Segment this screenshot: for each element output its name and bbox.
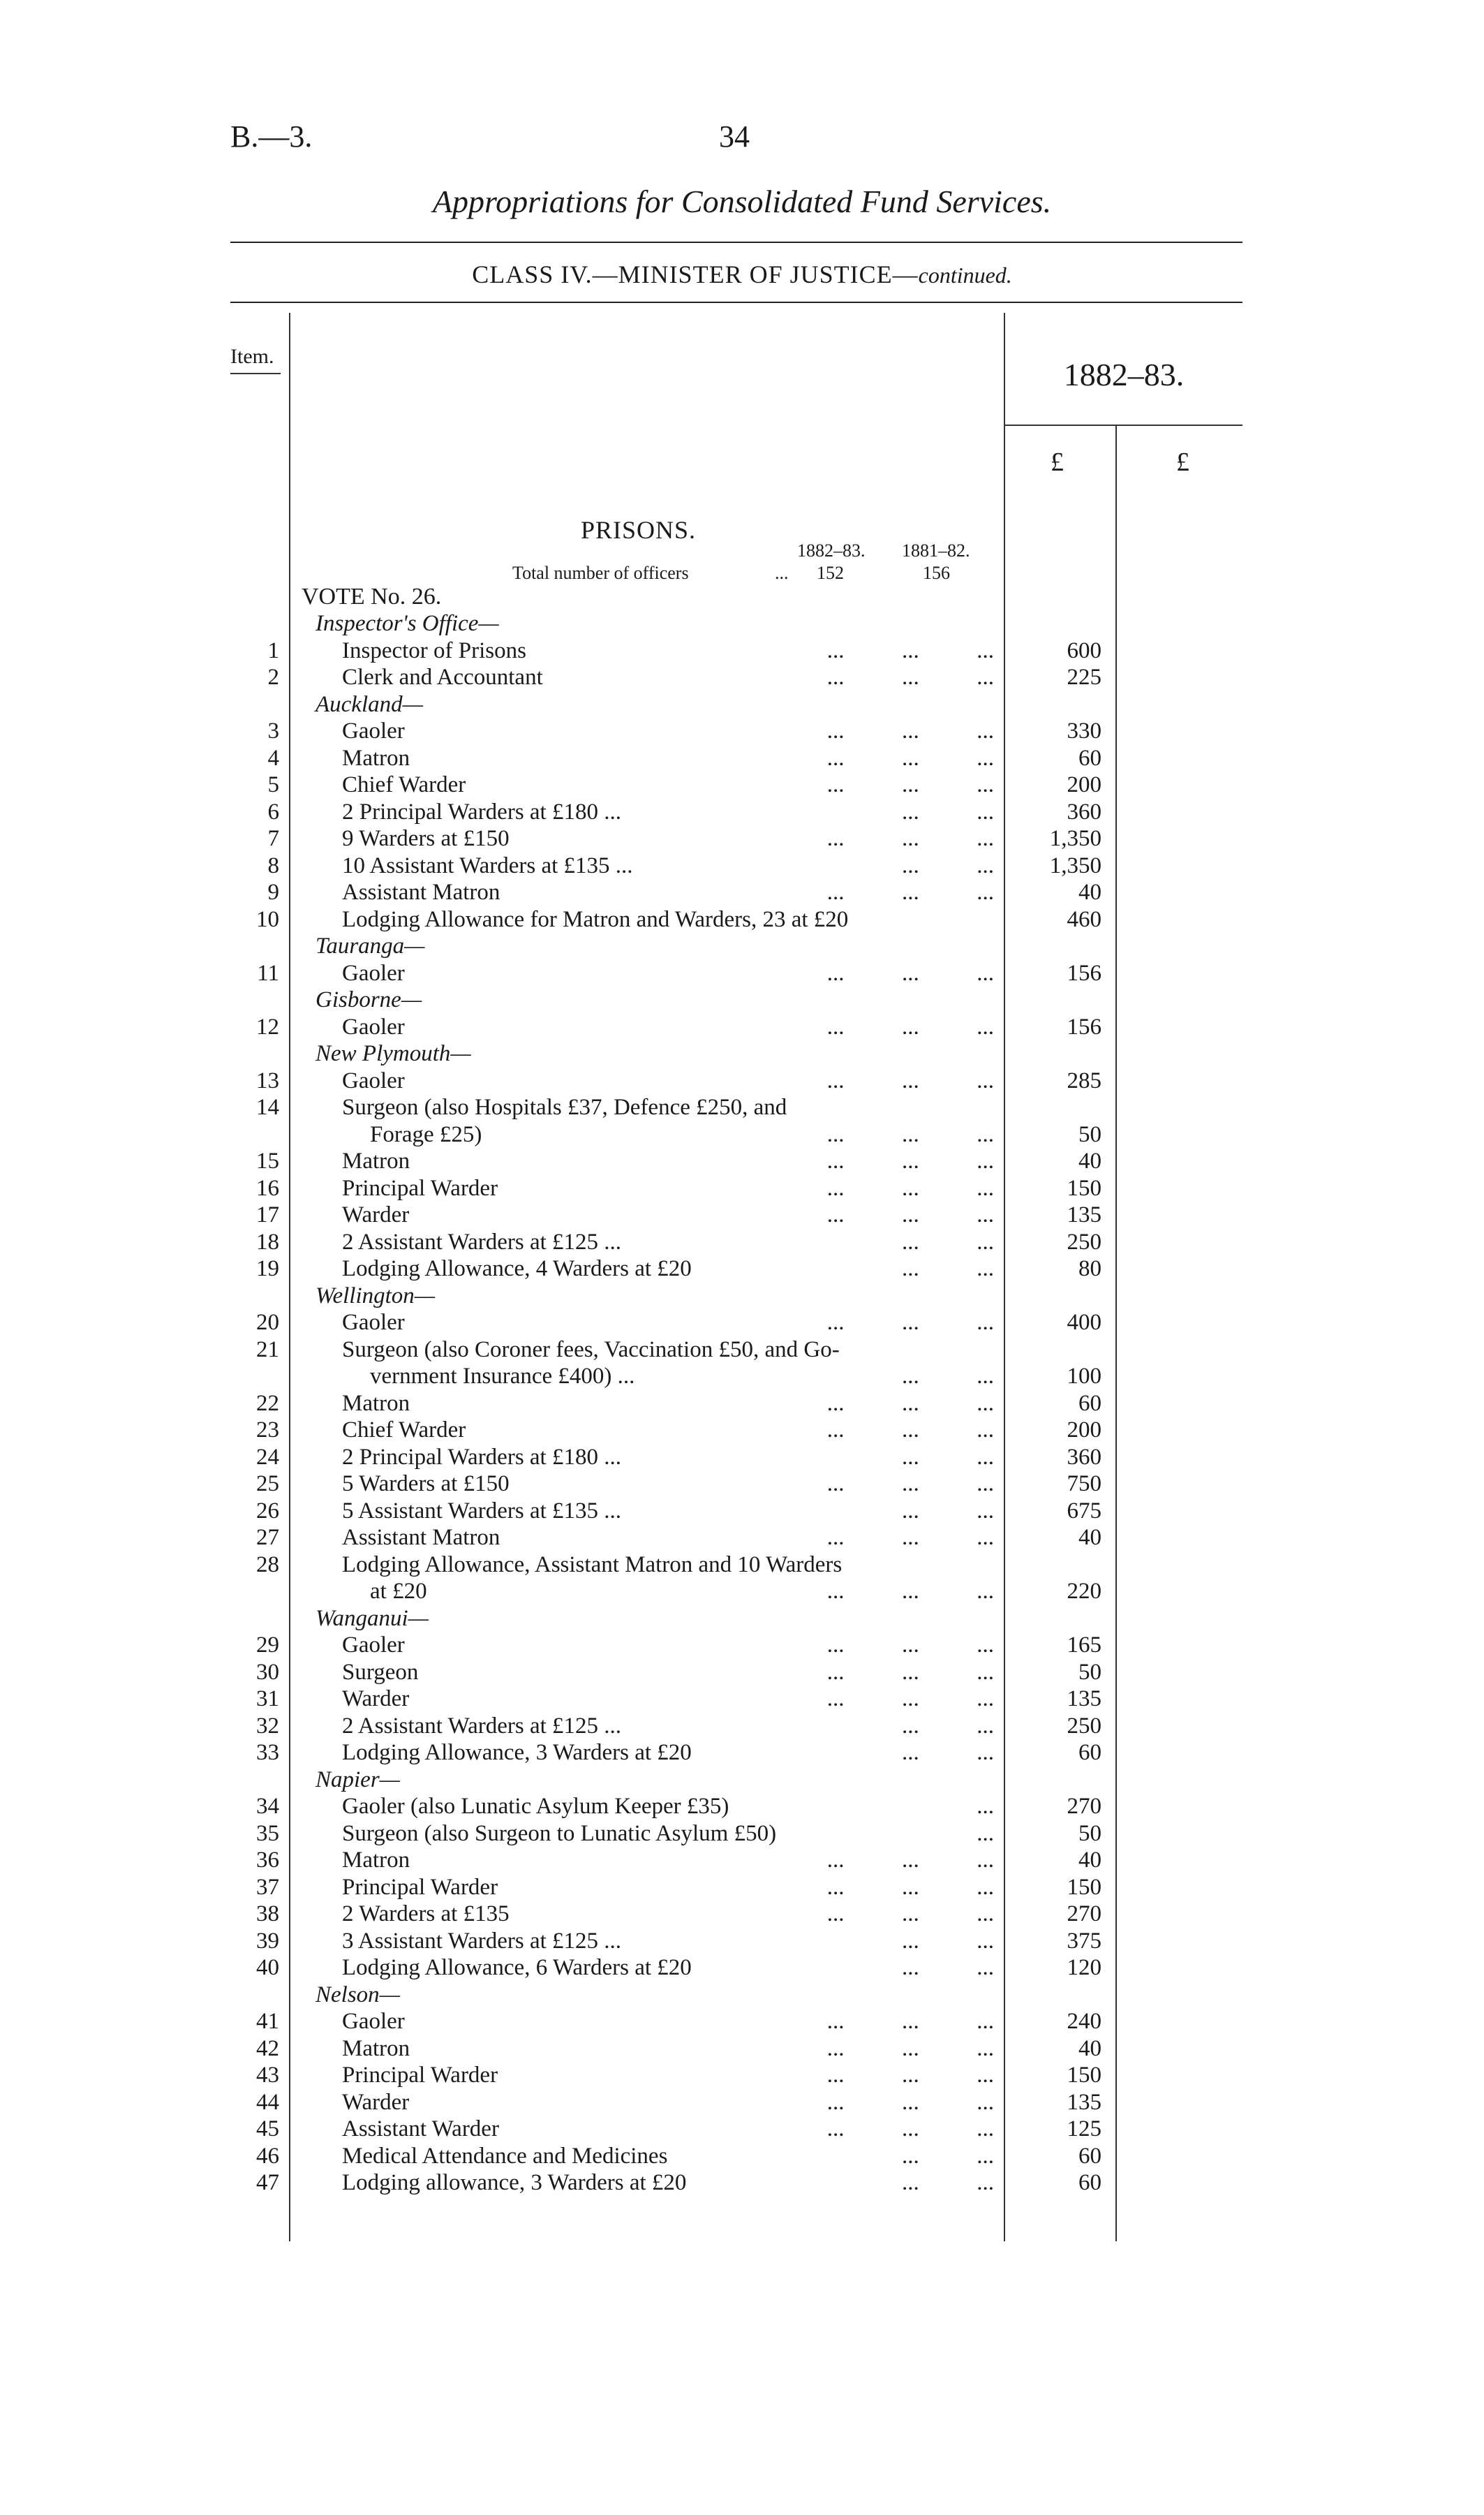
item-amount: 600 — [1067, 637, 1101, 663]
leader-dots: ... ... ... — [826, 745, 994, 771]
item-amount: 360 — [1067, 1444, 1101, 1470]
item-number: 15 — [256, 1149, 279, 1174]
item-amount: 50 — [1078, 1820, 1101, 1846]
leader-dots: ... ... ... — [826, 2116, 994, 2141]
item-description: vernment Insurance £400) ... — [370, 1364, 635, 1389]
table-row — [0, 1068, 1484, 1094]
table-row — [0, 1498, 1484, 1524]
item-number: 6 — [267, 799, 279, 825]
table-row — [0, 1014, 1484, 1040]
item-amount: 400 — [1067, 1310, 1101, 1335]
table-row — [0, 1820, 1484, 1847]
item-description: Lodging allowance, 3 Warders at £20 — [342, 2170, 687, 2195]
leader-dots: ... ... — [902, 1740, 994, 1765]
section-heading-row — [0, 1982, 1484, 2008]
table-row — [0, 1175, 1484, 1202]
table-row — [0, 2116, 1484, 2142]
item-amount: 250 — [1067, 1713, 1101, 1739]
item-amount: 150 — [1067, 2063, 1101, 2088]
item-amount: 330 — [1067, 718, 1101, 744]
item-amount: 120 — [1067, 1955, 1101, 1980]
leader-dots: ... ... — [902, 1444, 994, 1470]
item-number: 2 — [267, 665, 279, 690]
item-amount: 156 — [1067, 960, 1101, 986]
leader-dots: ... ... — [902, 1928, 994, 1954]
item-description: Surgeon — [342, 1659, 419, 1685]
item-header-underline — [230, 373, 281, 374]
table-row — [0, 1229, 1484, 1255]
leader-dots: ... ... ... — [826, 1014, 994, 1040]
item-description: 3 Assistant Warders at £125 ... — [342, 1928, 622, 1954]
item-amount: 80 — [1078, 1256, 1101, 1281]
table-row — [0, 853, 1484, 879]
leader-dots: ... ... ... — [826, 1202, 994, 1227]
item-number: 4 — [267, 745, 279, 771]
section-heading: Inspector's Office— — [316, 611, 499, 636]
leader-dots: ... ... ... — [826, 1175, 994, 1201]
item-description: 2 Principal Warders at £180 ... — [342, 799, 621, 825]
leader-dots: ... ... ... — [826, 637, 994, 663]
leader-dots: ... ... — [902, 2170, 994, 2195]
table-row — [0, 745, 1484, 772]
leader-dots: ... ... — [902, 1955, 994, 1980]
item-amount: 135 — [1067, 1202, 1101, 1227]
item-amount: 270 — [1067, 1901, 1101, 1926]
item-amount: 1,350 — [1049, 853, 1101, 878]
item-number: 37 — [256, 1874, 279, 1900]
table-row — [0, 960, 1484, 987]
vote-number: VOTE No. 26. — [302, 584, 442, 610]
table-row — [0, 2089, 1484, 2116]
leader-dots: ... ... ... — [826, 2009, 994, 2034]
table-row — [0, 2169, 1484, 2196]
item-number: 33 — [256, 1740, 279, 1765]
item-amount: 40 — [1078, 2035, 1101, 2061]
item-description: Warder — [342, 1686, 410, 1711]
item-number: 20 — [256, 1310, 279, 1335]
item-amount: 40 — [1078, 1149, 1101, 1174]
item-amount: 240 — [1067, 2009, 1101, 2034]
leader-dots: ... ... ... — [826, 1390, 994, 1416]
leader-dots: ... ... ... — [826, 1121, 994, 1147]
item-number: 32 — [256, 1713, 279, 1739]
item-number: 44 — [256, 2089, 279, 2115]
item-amount: 360 — [1067, 799, 1101, 825]
item-number: 21 — [256, 1336, 279, 1362]
leader-dots: ... ... ... — [826, 1068, 994, 1093]
table-row — [0, 664, 1484, 691]
item-number: 25 — [256, 1471, 279, 1496]
item-amount: 60 — [1078, 1390, 1101, 1416]
item-amount: 220 — [1067, 1579, 1101, 1604]
item-amount: 1,350 — [1049, 826, 1101, 851]
item-amount: 250 — [1067, 1229, 1101, 1255]
table-row — [0, 1847, 1484, 1873]
table-row — [0, 906, 1484, 933]
item-number: 45 — [256, 2116, 279, 2141]
table-row — [0, 1874, 1484, 1901]
item-amount: 60 — [1078, 1740, 1101, 1765]
item-description: Warder — [342, 1202, 410, 1227]
item-number: 12 — [256, 1014, 279, 1040]
table-row — [0, 1202, 1484, 1228]
item-description: Inspector of Prisons — [342, 637, 526, 663]
item-amount: 165 — [1067, 1632, 1101, 1658]
leader-dots: ... ... ... — [826, 1149, 994, 1174]
item-number: 30 — [256, 1659, 279, 1685]
item-description: Chief Warder — [342, 1417, 466, 1443]
section-title: PRISONS. — [581, 516, 697, 544]
table-row — [0, 1713, 1484, 1739]
officers-count-b: 156 — [923, 563, 950, 583]
item-description: Surgeon (also Surgeon to Lunatic Asylum £50) — [342, 1820, 777, 1846]
item-number: 3 — [267, 718, 279, 744]
pound-symbol-col1: £ — [1051, 448, 1064, 477]
section-heading: Wellington— — [316, 1283, 436, 1308]
leader-dots: ... ... — [902, 1364, 994, 1389]
item-description: Matron — [342, 1149, 410, 1174]
table-row — [0, 825, 1484, 852]
section-heading: Gisborne— — [316, 987, 422, 1012]
table-row — [0, 1901, 1484, 1927]
leader-dots: ... ... ... — [826, 1847, 994, 1873]
item-number: 11 — [257, 960, 279, 986]
item-amount: 40 — [1078, 1525, 1101, 1550]
section-heading-row — [0, 1767, 1484, 1793]
table-row — [0, 1632, 1484, 1658]
item-number: 29 — [256, 1632, 279, 1658]
section-heading-row — [0, 691, 1484, 718]
item-description: Assistant Matron — [342, 880, 500, 905]
item-description: Assistant Warder — [342, 2116, 499, 2141]
item-number: 36 — [256, 1847, 279, 1873]
item-description: 10 Assistant Warders at £135 ... — [342, 853, 633, 878]
item-column-header: Item. — [230, 345, 274, 368]
table-row — [0, 2035, 1484, 2062]
item-number: 41 — [256, 2009, 279, 2034]
item-description: Assistant Matron — [342, 1525, 500, 1550]
item-number: 43 — [256, 2063, 279, 2088]
table-row — [0, 637, 1484, 664]
item-amount: 460 — [1067, 906, 1101, 932]
item-amount: 200 — [1067, 772, 1101, 797]
item-amount: 750 — [1067, 1471, 1101, 1496]
item-number: 8 — [267, 853, 279, 878]
leader-dots: ... ... — [902, 1498, 994, 1524]
leader-dots: ... — [977, 1794, 994, 1819]
item-amount: 40 — [1078, 880, 1101, 905]
year-header-rule — [1004, 425, 1242, 426]
item-amount: 225 — [1067, 665, 1101, 690]
leader-dots: ... ... ... — [826, 1686, 994, 1711]
item-number: 17 — [256, 1202, 279, 1227]
section-heading-row — [0, 933, 1484, 959]
item-description: Surgeon (also Hospitals £37, Defence £250, and — [342, 1095, 787, 1120]
leader-dots: ... ... ... — [826, 1310, 994, 1335]
table-row — [0, 1255, 1484, 1282]
item-amount: 100 — [1067, 1364, 1101, 1389]
table-row — [0, 1928, 1484, 1954]
leader-dots: ... ... ... — [826, 665, 994, 690]
leader-dots: ... ... ... — [826, 1659, 994, 1685]
leader-dots: ... ... ... — [826, 2063, 994, 2088]
item-amount: 60 — [1078, 745, 1101, 771]
item-amount: 50 — [1078, 1121, 1101, 1147]
item-description: Medical Attendance and Medicines — [342, 2143, 668, 2169]
item-description: Gaoler — [342, 2009, 405, 2034]
item-description: 2 Assistant Warders at £125 ... — [342, 1229, 622, 1255]
document-reference: B.—3. — [230, 119, 313, 154]
leader-dots: ... ... — [902, 853, 994, 878]
item-number: 39 — [256, 1928, 279, 1954]
table-row — [0, 1739, 1484, 1766]
table-row — [0, 799, 1484, 825]
class-heading-continued: continued. — [918, 263, 1012, 288]
item-description: Surgeon (also Coroner fees, Vaccination £50, and Go- — [342, 1336, 840, 1362]
item-number: 26 — [256, 1498, 279, 1524]
item-number: 1 — [267, 637, 279, 663]
section-heading-row — [0, 987, 1484, 1013]
table-row — [0, 1470, 1484, 1497]
table-row — [0, 1578, 1484, 1605]
item-amount: 135 — [1067, 1686, 1101, 1711]
item-number: 7 — [267, 826, 279, 851]
leader-dots: ... ... ... — [826, 1471, 994, 1496]
item-number: 14 — [256, 1095, 279, 1120]
item-description: Principal Warder — [342, 1874, 498, 1900]
item-description: Matron — [342, 745, 410, 771]
item-amount: 675 — [1067, 1498, 1101, 1524]
leader-dots: ... ... ... — [826, 1417, 994, 1443]
item-number: 38 — [256, 1901, 279, 1926]
item-description: Gaoler — [342, 1014, 405, 1040]
item-amount: 156 — [1067, 1014, 1101, 1040]
section-heading: Auckland— — [316, 691, 423, 717]
leader-dots: ... ... ... — [826, 826, 994, 851]
item-description: Gaoler (also Lunatic Asylum Keeper £35) — [342, 1794, 729, 1819]
page-title: Appropriations for Consolidated Fund Services. — [432, 184, 1052, 219]
item-description: Clerk and Accountant — [342, 665, 543, 690]
item-description: Lodging Allowance, 3 Warders at £20 — [342, 1740, 692, 1765]
item-amount: 60 — [1078, 2143, 1101, 2169]
leader-dots: ... ... — [902, 1229, 994, 1255]
leader-dots: ... ... ... — [826, 1901, 994, 1926]
item-description: Lodging Allowance, Assistant Matron and 10 Warders — [342, 1551, 843, 1577]
leader-dots: ... ... ... — [826, 1525, 994, 1550]
item-number: 23 — [256, 1417, 279, 1443]
table-row — [0, 1444, 1484, 1470]
item-number: 10 — [256, 906, 279, 932]
table-row — [0, 1309, 1484, 1336]
item-description: Chief Warder — [342, 772, 466, 797]
item-number: 19 — [256, 1256, 279, 1281]
table-row — [0, 1363, 1484, 1389]
item-description: Gaoler — [342, 1310, 405, 1335]
item-amount: 60 — [1078, 2170, 1101, 2195]
item-number: 46 — [256, 2143, 279, 2169]
leader-dots: ... ... ... — [826, 1579, 994, 1604]
table-row — [0, 1551, 1484, 1578]
table-row — [0, 1148, 1484, 1174]
leader-dots: ... ... ... — [826, 772, 994, 797]
leader-dots: ... ... ... — [826, 2035, 994, 2061]
item-amount: 150 — [1067, 1175, 1101, 1201]
item-amount: 135 — [1067, 2089, 1101, 2115]
class-heading-main: CLASS IV.—MINISTER OF JUSTICE— — [472, 260, 919, 288]
officers-year-b: 1881–82. — [902, 540, 970, 561]
leader-dots: ... ... ... — [826, 880, 994, 905]
table-row — [0, 772, 1484, 798]
item-amount: 375 — [1067, 1928, 1101, 1954]
item-description: Lodging Allowance for Matron and Warders, 23 at £20 — [342, 906, 849, 932]
leader-dots: ... ... ... — [826, 1632, 994, 1658]
item-number: 31 — [256, 1686, 279, 1711]
officers-year-a: 1882–83. — [797, 540, 866, 561]
item-description: Forage £25) — [370, 1121, 482, 1147]
item-description: 2 Assistant Warders at £125 ... — [342, 1713, 622, 1739]
table-row — [0, 1686, 1484, 1712]
table-row — [0, 1417, 1484, 1443]
table-row — [0, 2062, 1484, 2088]
section-heading: Napier— — [316, 1767, 401, 1792]
leader-dots: ... ... — [902, 799, 994, 825]
item-amount: 150 — [1067, 1874, 1101, 1900]
table-row — [0, 1954, 1484, 1981]
item-description: Gaoler — [342, 718, 405, 744]
table-row — [0, 1121, 1484, 1148]
section-heading-row — [0, 610, 1484, 637]
item-amount: 270 — [1067, 1794, 1101, 1819]
leader-dots: ... ... ... — [826, 718, 994, 744]
leader-dots: ... ... ... — [826, 1874, 994, 1900]
item-description: Matron — [342, 1847, 410, 1873]
pound-symbol-col2: £ — [1176, 448, 1189, 477]
table-row — [0, 2143, 1484, 2169]
item-number: 27 — [256, 1525, 279, 1550]
item-description: 2 Warders at £135 — [342, 1901, 510, 1926]
table-row — [0, 1524, 1484, 1551]
section-heading: Tauranga— — [316, 934, 425, 959]
table-row — [0, 1793, 1484, 1820]
item-number: 42 — [256, 2035, 279, 2061]
item-number: 13 — [256, 1068, 279, 1093]
table-row — [0, 1336, 1484, 1363]
item-amount: 40 — [1078, 1847, 1101, 1873]
item-number: 9 — [267, 880, 279, 905]
top-rule — [230, 242, 1242, 243]
section-heading: New Plymouth— — [316, 1041, 471, 1066]
officers-label: Total number of officers — [512, 563, 689, 583]
item-description: Principal Warder — [342, 2063, 498, 2088]
item-description: Gaoler — [342, 1068, 405, 1093]
table-row — [0, 2008, 1484, 2035]
officers-dots: ... — [775, 563, 789, 583]
page-number: 34 — [719, 119, 750, 154]
section-heading: Nelson— — [316, 1982, 401, 2007]
item-number: 18 — [256, 1229, 279, 1255]
table-row — [0, 1390, 1484, 1417]
item-amount: 50 — [1078, 1659, 1101, 1685]
item-number: 40 — [256, 1955, 279, 1980]
item-description: Gaoler — [342, 960, 405, 986]
leader-dots: ... ... — [902, 1713, 994, 1739]
section-heading-row — [0, 1283, 1484, 1309]
item-number: 24 — [256, 1444, 279, 1470]
item-number: 16 — [256, 1175, 279, 1201]
item-description: Matron — [342, 2035, 410, 2061]
item-description: Principal Warder — [342, 1175, 498, 1201]
item-description: Lodging Allowance, 6 Warders at £20 — [342, 1955, 692, 1980]
table-row — [0, 1659, 1484, 1686]
item-description: 2 Principal Warders at £180 ... — [342, 1444, 621, 1470]
item-number: 34 — [256, 1794, 279, 1819]
item-description: 5 Assistant Warders at £135 ... — [342, 1498, 622, 1524]
item-description: at £20 — [370, 1579, 427, 1604]
leader-dots: ... ... ... — [826, 2089, 994, 2115]
class-rule — [230, 302, 1242, 303]
section-heading-row — [0, 1040, 1484, 1067]
officers-count-a: 152 — [817, 563, 844, 583]
item-description: 9 Warders at £150 — [342, 826, 510, 851]
item-number: 28 — [256, 1551, 279, 1577]
item-description: Matron — [342, 1390, 410, 1416]
leader-dots: ... ... — [902, 2143, 994, 2169]
table-row — [0, 879, 1484, 906]
item-amount: 200 — [1067, 1417, 1101, 1443]
section-heading: Wanganui— — [316, 1605, 429, 1631]
item-amount: 285 — [1067, 1068, 1101, 1093]
item-number: 35 — [256, 1820, 279, 1846]
item-description: Gaoler — [342, 1632, 405, 1658]
item-description: 5 Warders at £150 — [342, 1471, 510, 1496]
table-row — [0, 1094, 1484, 1121]
item-number: 47 — [256, 2170, 279, 2195]
table-row — [0, 718, 1484, 744]
item-description: Lodging Allowance, 4 Warders at £20 — [342, 1256, 692, 1281]
leader-dots: ... ... — [902, 1256, 994, 1281]
leader-dots: ... ... ... — [826, 960, 994, 986]
year-column-header: 1882–83. — [1063, 357, 1185, 392]
class-heading — [0, 260, 1484, 289]
leader-dots: ... — [977, 1820, 994, 1846]
item-number: 5 — [267, 772, 279, 797]
item-description: Warder — [342, 2089, 410, 2115]
section-heading-row — [0, 1605, 1484, 1632]
item-amount: 125 — [1067, 2116, 1101, 2141]
item-number: 22 — [256, 1390, 279, 1416]
